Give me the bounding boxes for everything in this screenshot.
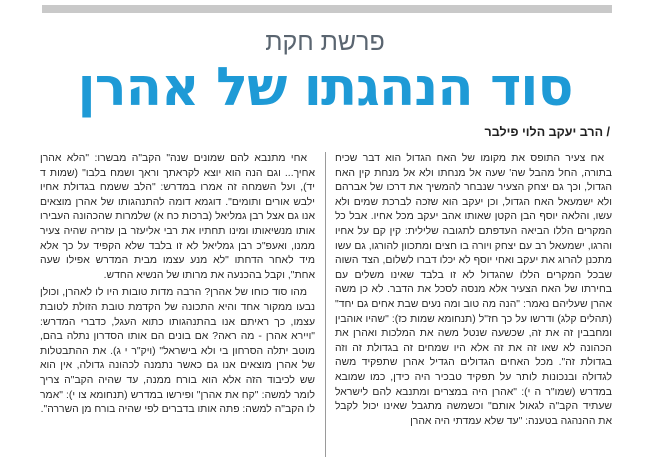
column-divider (325, 152, 326, 457)
paragraph: אחי מתנבא להם שמונים שנה" הקב"ה מבשרו: "הלא אהרן אחיך... וגם הנה הוא יוצא לקראתך וראך ושמח בלבו" (שמות ד יד), ועל השמחה זה אמרו במדרש: "הלב ששמח בגדולת אחיו ילבש אורים ותומים". דוגמא דומה להתנהגותו של אהרן מוצאים אנו גם אצל רבן גמליאל (ברכות כח א) שלמרות שהכהונה העבירו אותו מנשיאותו ומינו תחתיו את רבי אליעזר בן עזריה שהיה צעיר ממנו, ואעפ"כ רבן גמליאל לא זו בלבד שלא הקפיד על כך אלא מיד לאחר הדחתו "לא מנע עצמו מבית המדרש אפילו שעה אחת", וקבל בהכנעה את מרותו של הנשיא החדש. (40, 153, 315, 281)
paragraph: אח צעיר התופס את מקומו של האח הגדול הוא דבר שכיח בתורה, החל מהבל שה' שעה אל מנחתו ולא אל מנחת קין האח הגדול, וכך גם יצחק הצעיר שנבחר להמשיך את דרכו של אברהם ולא ישמעאל האח הגדול, וכן יעקב הוא שזכה לברכת שמים ולא עשו, והלאה יוסף הבן הקטן שאותו אהב יעקב מכל אחיו. אבל כל המקרים הללו הביאה העדפתם לתגובה שלילית: קין קם על אחיו והרגו, ישמעאל רב עם יצחק ויורה בו חצים ומתכוון להורגו, גם עשו מתכנן להרוג את יעקב ואחי יוסף לא יכלו דברו לשלום, הצד השוה שבכל המקרים הללו שהגדול לא זו בלבד שאינו משלים עם בחירתו של האח הצעיר אלא מנסה לסכל את הדבר. לא כן משה אהרן שעליהם נאמר: "הנה מה טוב ומה נעים שבת אחים גם יחד" (תהלים קלג) ודרשו על כך חז"ל (תנחומא שמות כז): "שהיו אוהבין ומחבבין זה את זה, שכשעה שנטל משה את המלכות ואהרן את הכהונה לא שאו זה את זה אלא היו שמחים זה בגדולת זה וזה בגדולת זה". מכל האחים הגדולים הגדיל אהרן שתפקיד משה לגדולה ובנכונות לותר על תפקיד טבכיר היה כידן, כמו שמובא במדרש (שמו"ר ה י): "אהרן היה במצרים ומתנבא להם לישראל שעתיד הקב"ה לגאול אותם" וכשמשה מתגבל שאינו יכול לקבל את ההנהגה בטענה: "עד שלא עמדתי היה אהרן (335, 153, 612, 427)
article-headline: סוד הנהגתו של אהרן (77, 57, 573, 118)
author-byline: / הרב יעקב הלוי פילבר (484, 125, 610, 139)
top-rule (42, 5, 612, 13)
article-column-right (335, 152, 612, 462)
parasha-label: פרשת חקת (265, 28, 385, 56)
paragraph: מהו סוד כוחו של אהרן? הרבה מדות טובות היו לו לאהרן, וכולן נבעו ממקור אחד והיא התכונה של הקדמת טובת הזולת לטובת עצמו, כך ראיתם אנו בהתנהגותו כתוא העגל, כדברי המדרש: "ויירא אהרן - מה ראה? אם בונים הם אותו הסדרון נתלה בהם, מוטב יתלה הסרחון בי ולא בישראל" (ויק"ר י ג). את ההתבטלות של אהרן מוצאים אנו גם כאשר נתמנה לכהונה גדולה, אין הוא שש לכיבוד הזה אלא הוא בורח ממנה, עד שהיה הקב"ה צריך לומר למשה: "קח את אהרן" ופירשו במדרש (תנחומא צו י): "אמר לו הקב"ה למשה: פתה אותו בדברים לפי שהיה בורח מן השררה". (40, 287, 315, 416)
article-column-left (40, 152, 315, 462)
